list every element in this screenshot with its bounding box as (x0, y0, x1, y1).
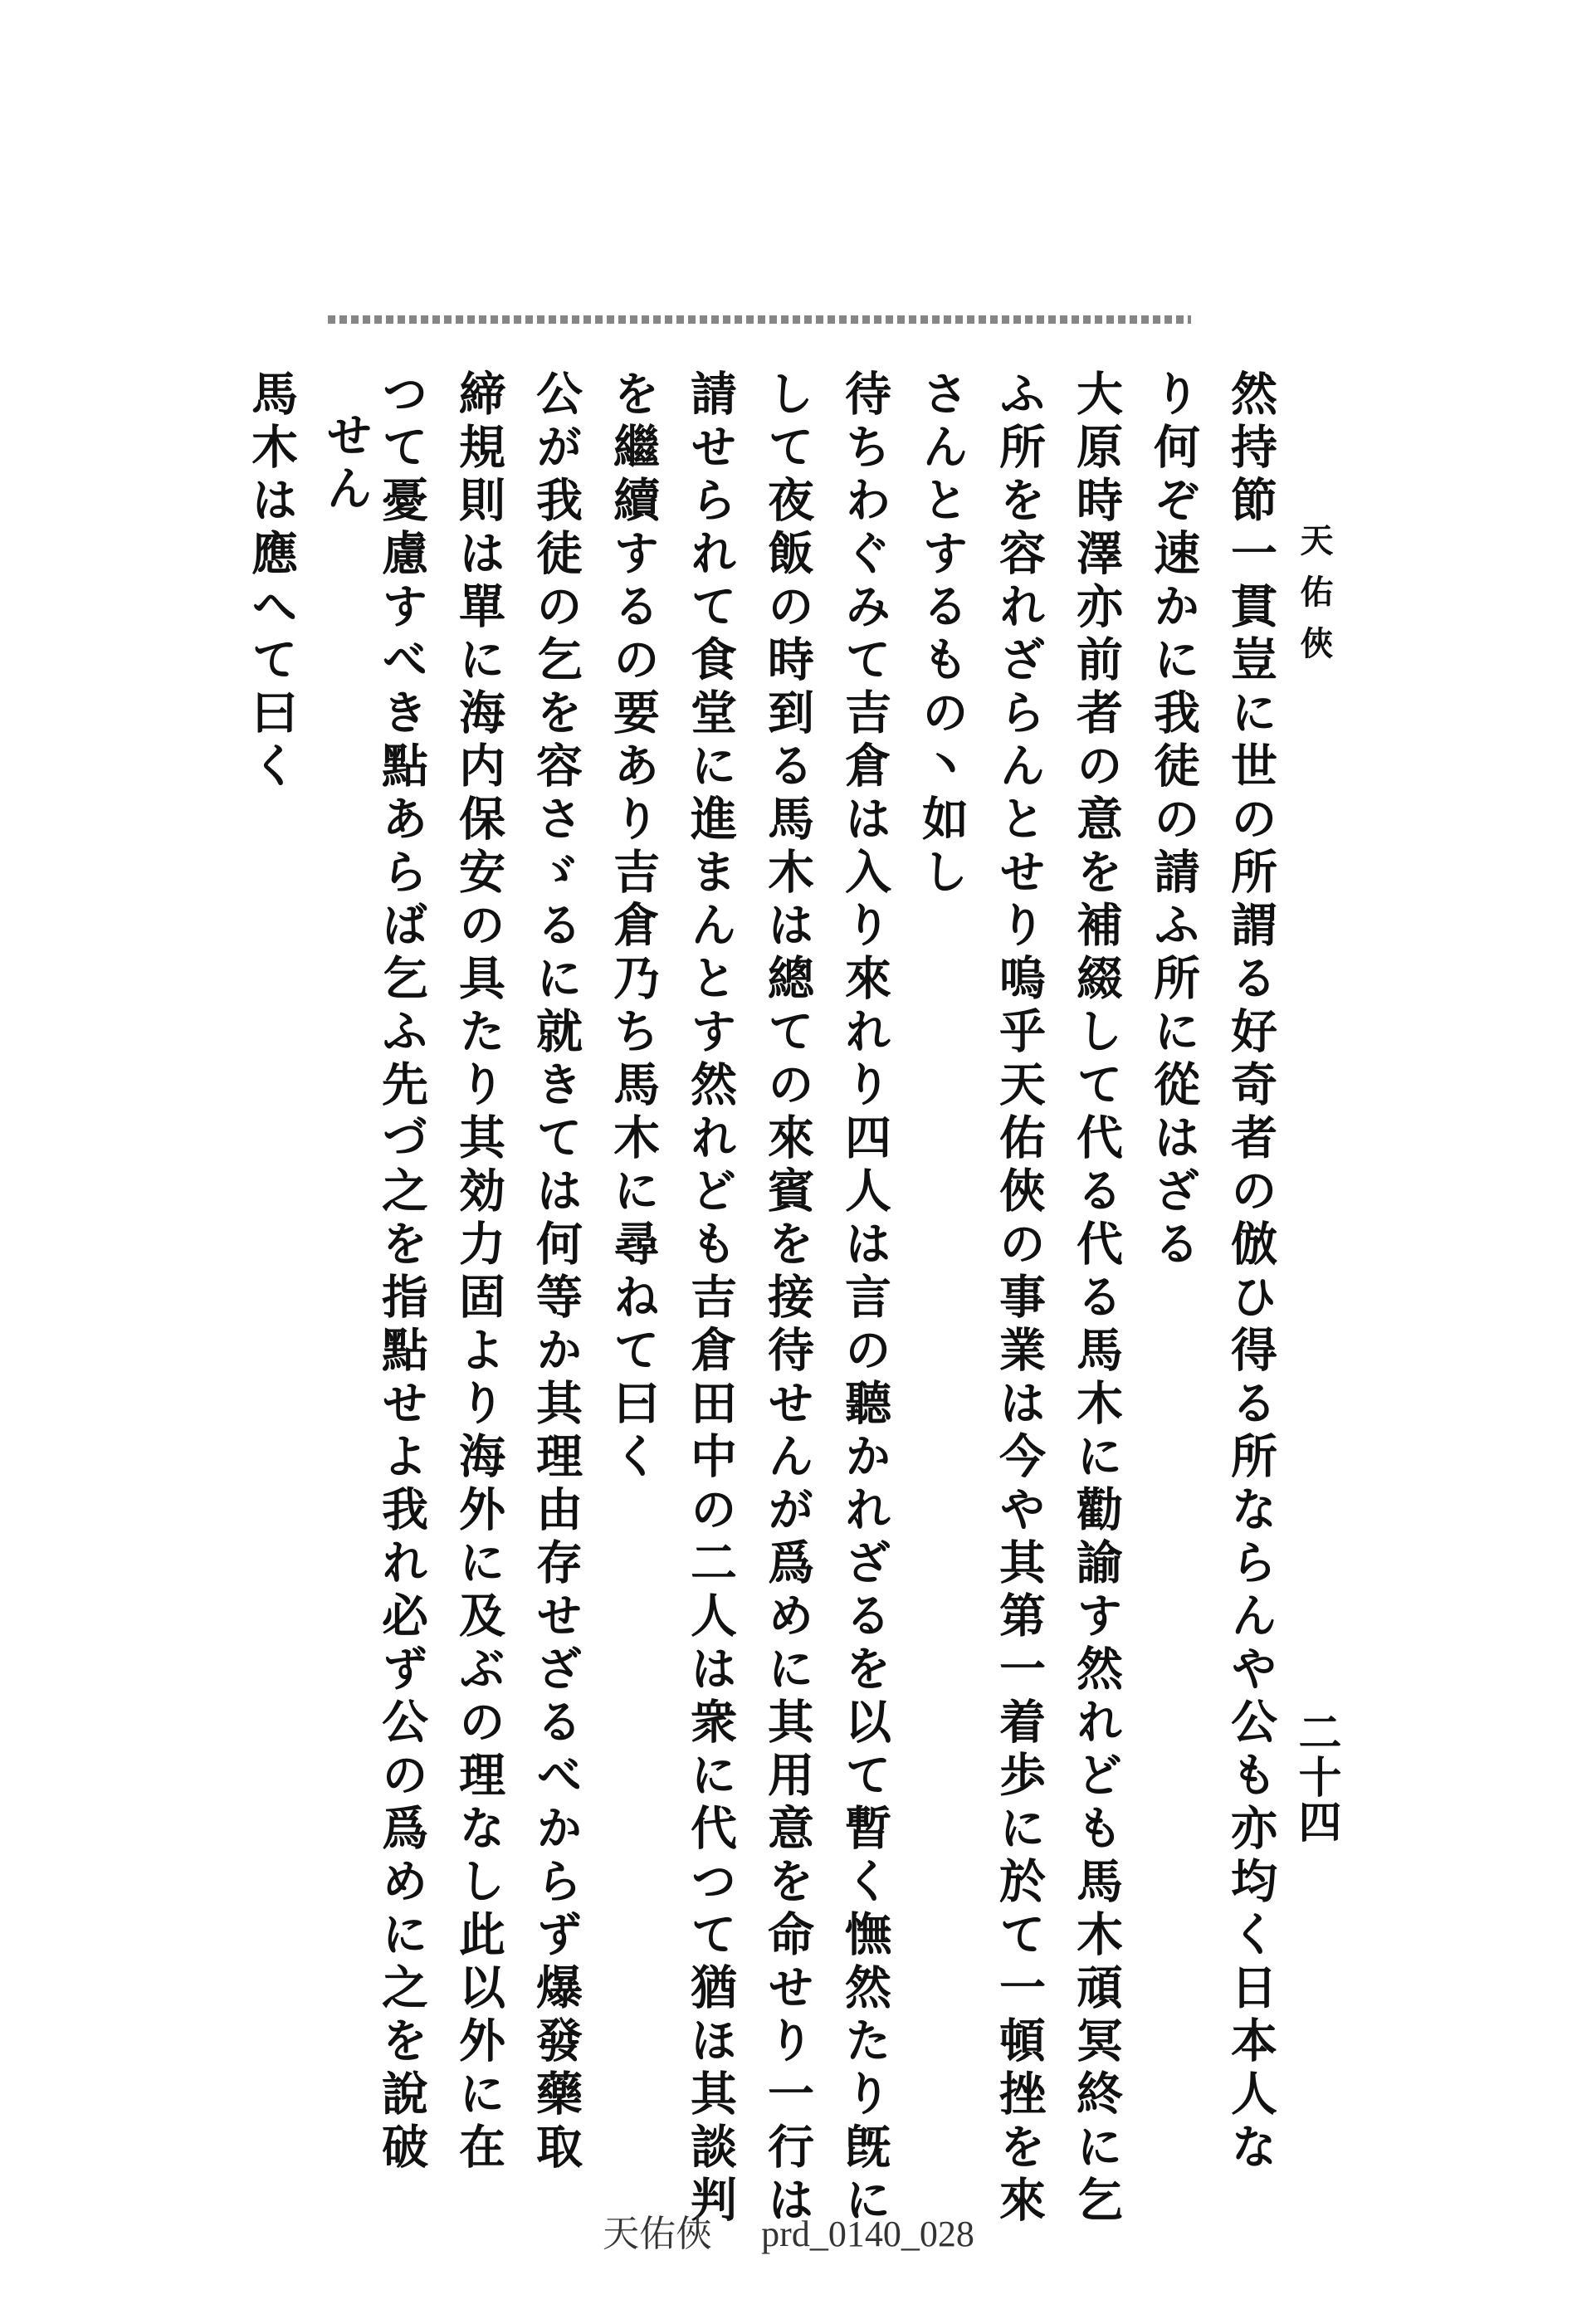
text-column-1: 然持節一貫豈に世の所謂る好奇者の倣ひ得る所ならんや公も亦均く日本人な (1223, 369, 1278, 2175)
text-column-13: せん (319, 411, 374, 517)
text-column-6: 待ちわぐみて吉倉は入り來れり四人は言の聽かれざるを以て暫く憮然たり旣に (837, 369, 892, 2229)
text-column-14: 馬木は應へて曰く (244, 369, 299, 794)
text-column-5: さんとするもの丶如し (915, 369, 969, 901)
running-head: 天佑俠 (1295, 523, 1334, 677)
text-column-4: ふ所を容れざらんとせり嗚乎天佑俠の事業は今や其第一着歩に於て一頓挫を來 (992, 369, 1047, 2229)
page-number: 二十四 (1291, 1710, 1341, 1844)
text-column-9: を繼續するの要あり吉倉乃ち馬木に尋ねて曰く (606, 369, 661, 1485)
footer-code: prd_0140_028 (761, 2214, 974, 2254)
body-text (241, 369, 1278, 2229)
text-column-8: 請せられて食堂に進まんとす然れども吉倉田中の二人は衆に代つて猶ほ其談判 (683, 369, 738, 2229)
footer-caption (0, 2204, 1577, 2257)
text-column-10: 公が我徒の乞を容さゞるに就きては何等か其理由存せざるべからず爆發藥取 (529, 369, 583, 2175)
text-column-12: つて憂慮すべき點あらば乞ふ先づ之を指點せよ我れ必ず公の爲めに之を說破 (374, 369, 429, 2175)
top-rule (328, 315, 1191, 324)
text-column-2: り何ぞ速かに我徒の請ふ所に從はざる (1146, 369, 1201, 1272)
text-column-11: 締規則は單に海内保安の具たり其効力固より海外に及ぶの理なし此以外に在 (452, 369, 506, 2175)
text-column-3: 大原時澤亦前者の意を補綴して代る代る馬木に勸諭す然れども馬木頑冥終に乞 (1069, 369, 1124, 2229)
text-column-7: して夜飯の時到る馬木は總ての來賓を接待せんが爲めに其用意を命せり一行は (760, 369, 815, 2229)
footer-title: 天佑俠 (603, 2214, 713, 2254)
